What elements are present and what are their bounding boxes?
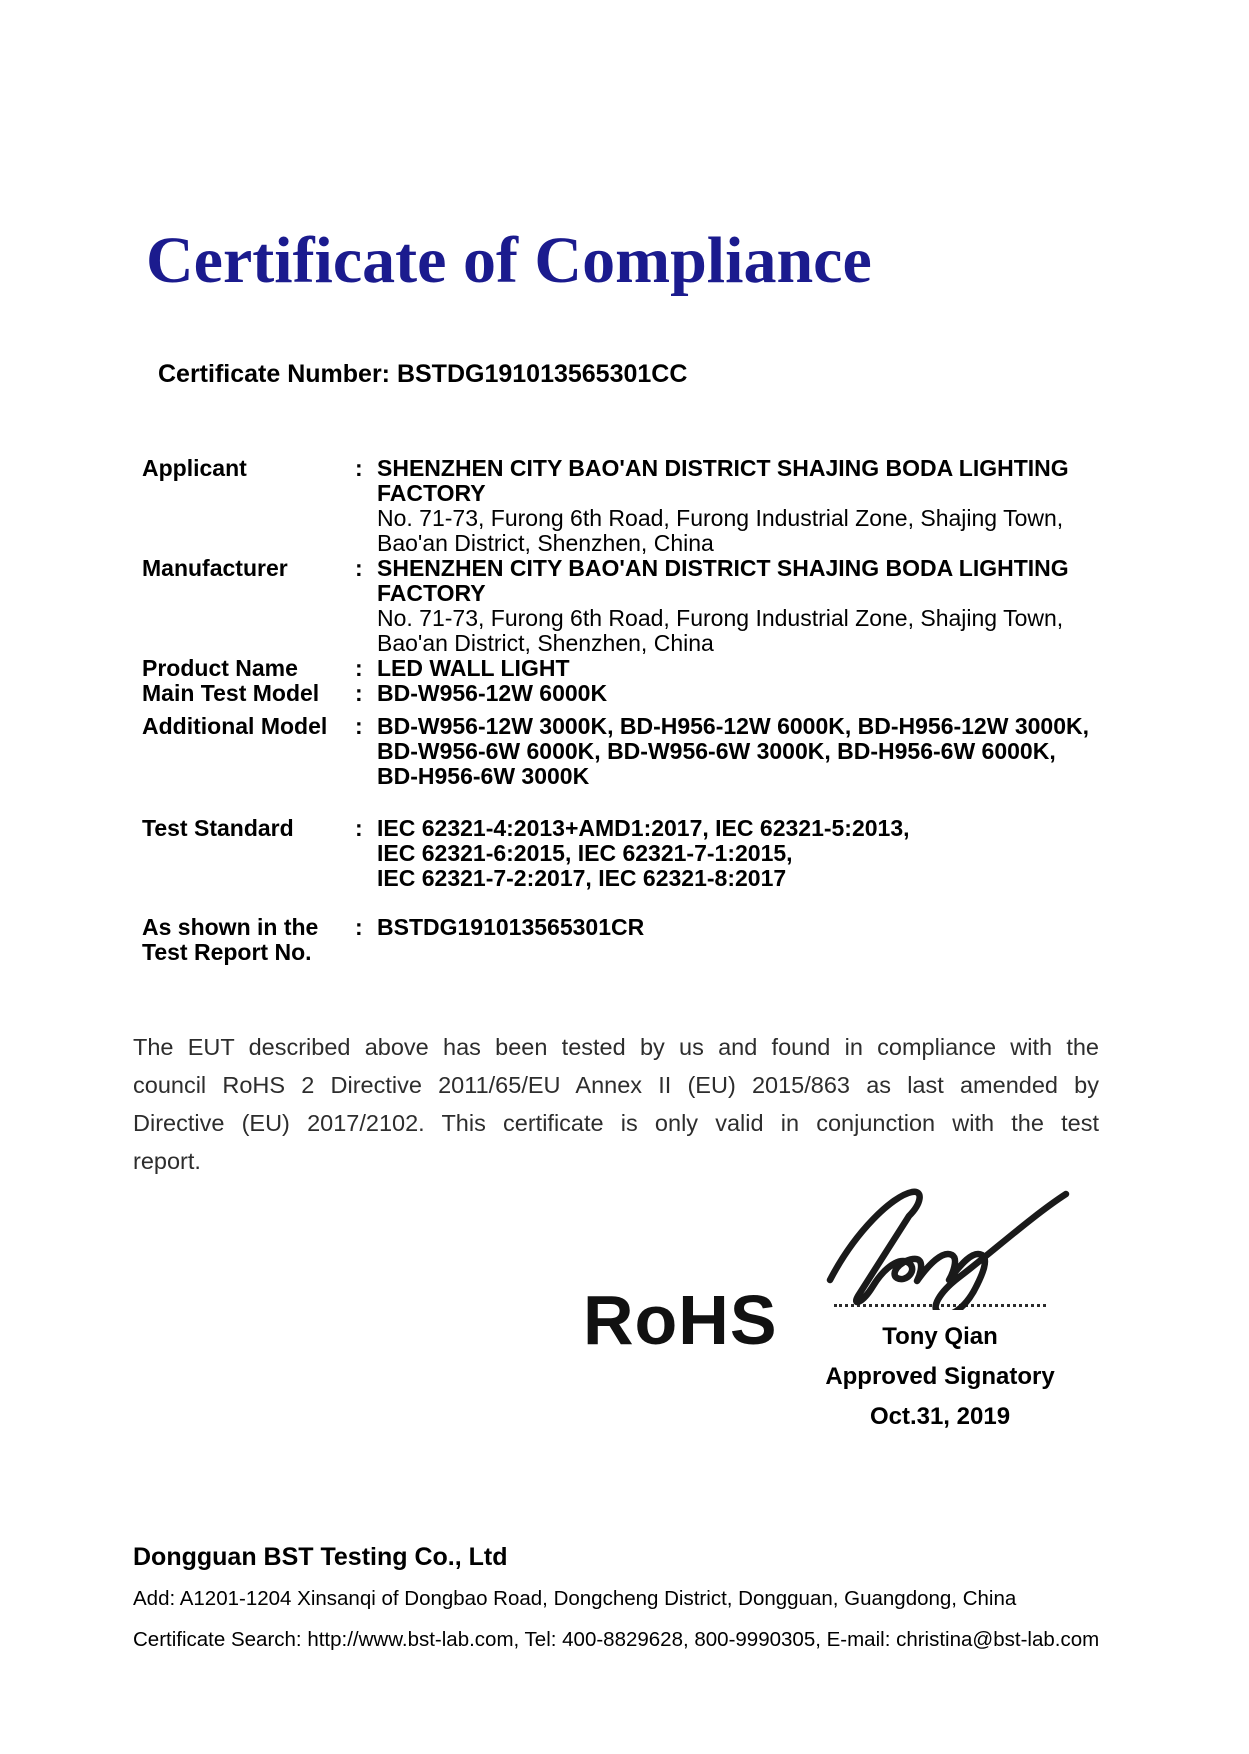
lab-address: Add: A1201-1204 Xinsanqi of Dongbao Road, Dongcheng District, Dongguan, Guangdong, China	[133, 1587, 1017, 1610]
lab-contact: Certificate Search: http://www.bst-lab.com, Tel: 400-8829628, 800-9990305, E-mail: christina@bst-lab.com	[133, 1628, 1100, 1651]
info-row-product-name	[142, 656, 1102, 681]
statement-line: report.	[133, 1148, 201, 1174]
value-line: IEC 62321-4:2013+AMD1:2017, IEC 62321-5:2013,	[377, 815, 910, 841]
value-line: SHENZHEN CITY BAO'AN DISTRICT SHAJING BODA LIGHTING	[377, 455, 1069, 481]
certificate-number-value: BSTDG191013565301CC	[396, 360, 688, 388]
rohs-logo: RoHS	[583, 1281, 778, 1359]
field-colon: :	[355, 713, 363, 739]
value-line: BD-W956-12W 6000K	[377, 680, 608, 706]
info-row-test-standard	[142, 816, 1102, 891]
field-colon: :	[355, 655, 363, 681]
signatory-role: Approved Signatory	[825, 1363, 1055, 1390]
field-colon: :	[355, 914, 363, 940]
value-line: Bao'an District, Shenzhen, China	[377, 530, 714, 556]
field-label: Additional Model	[142, 713, 328, 739]
value-line: BSTDG191013565301CR	[377, 914, 645, 940]
statement-line: The EUT described above has been tested by us and found in compliance with the	[133, 1034, 1099, 1060]
info-row-manufacturer	[142, 556, 1102, 656]
signature-block	[775, 1180, 1105, 1431]
signature-date: Oct.31, 2019	[869, 1403, 1011, 1430]
statement-line: Directive (EU) 2017/2102. This certificate is only valid in conjunction with the test	[133, 1110, 1099, 1136]
value-line: No. 71-73, Furong 6th Road, Furong Industrial Zone, Shajing Town,	[377, 505, 1064, 531]
info-row-main-test-model	[142, 681, 1102, 706]
lab-name: Dongguan BST Testing Co., Ltd	[133, 1543, 508, 1571]
lab-footer	[133, 1543, 1133, 1652]
field-value	[377, 681, 1102, 706]
value-line: FACTORY	[377, 580, 486, 606]
value-line: IEC 62321-7-2:2017, IEC 62321-8:2017	[377, 865, 787, 891]
value-line: No. 71-73, Furong 6th Road, Furong Industrial Zone, Shajing Town,	[377, 605, 1064, 631]
field-value	[377, 714, 1102, 789]
value-line: Bao'an District, Shenzhen, China	[377, 630, 714, 656]
field-label: Test Standard	[142, 815, 294, 841]
field-colon: :	[355, 680, 363, 706]
info-table	[142, 456, 1102, 965]
field-value	[377, 656, 1102, 681]
field-colon: :	[355, 555, 363, 581]
value-line: BD-W956-6W 6000K, BD-W956-6W 3000K, BD-H956-6W 6000K,	[377, 738, 1056, 764]
statement-line: council RoHS 2 Directive 2011/65/EU Annex II (EU) 2015/863 as last amended by	[133, 1072, 1099, 1098]
field-colon: :	[355, 455, 363, 481]
label-line: Test Report No.	[142, 939, 312, 965]
info-row-test-report-no	[142, 915, 1102, 965]
certificate-number-line	[158, 360, 687, 389]
field-value	[377, 816, 1102, 891]
info-row-additional-model	[142, 714, 1102, 789]
value-line: BD-W956-12W 3000K, BD-H956-12W 6000K, BD-H956-12W 3000K,	[377, 713, 1089, 739]
field-label: Main Test Model	[142, 680, 320, 706]
value-line: LED WALL LIGHT	[377, 655, 570, 681]
info-row-applicant	[142, 456, 1102, 556]
label-line: As shown in the	[142, 914, 319, 940]
signature-line	[834, 1304, 1046, 1307]
value-line: SHENZHEN CITY BAO'AN DISTRICT SHAJING BODA LIGHTING	[377, 555, 1069, 581]
field-label: Manufacturer	[142, 555, 288, 581]
certificate-number-label: Certificate Number:	[158, 360, 390, 388]
field-label	[142, 915, 355, 965]
field-colon: :	[355, 815, 363, 841]
field-value	[377, 915, 1102, 940]
value-line: FACTORY	[377, 480, 486, 506]
value-line: BD-H956-6W 3000K	[377, 763, 590, 789]
field-value	[377, 456, 1102, 556]
value-line: IEC 62321-6:2015, IEC 62321-7-1:2015,	[377, 840, 793, 866]
field-label: Product Name	[142, 655, 298, 681]
page-title: Certificate of Compliance	[146, 224, 872, 297]
field-label: Applicant	[142, 455, 247, 481]
compliance-statement	[133, 1028, 1099, 1180]
signatory-name: Tony Qian	[882, 1323, 998, 1350]
signature-icon	[800, 1180, 1080, 1310]
field-value	[377, 556, 1102, 656]
